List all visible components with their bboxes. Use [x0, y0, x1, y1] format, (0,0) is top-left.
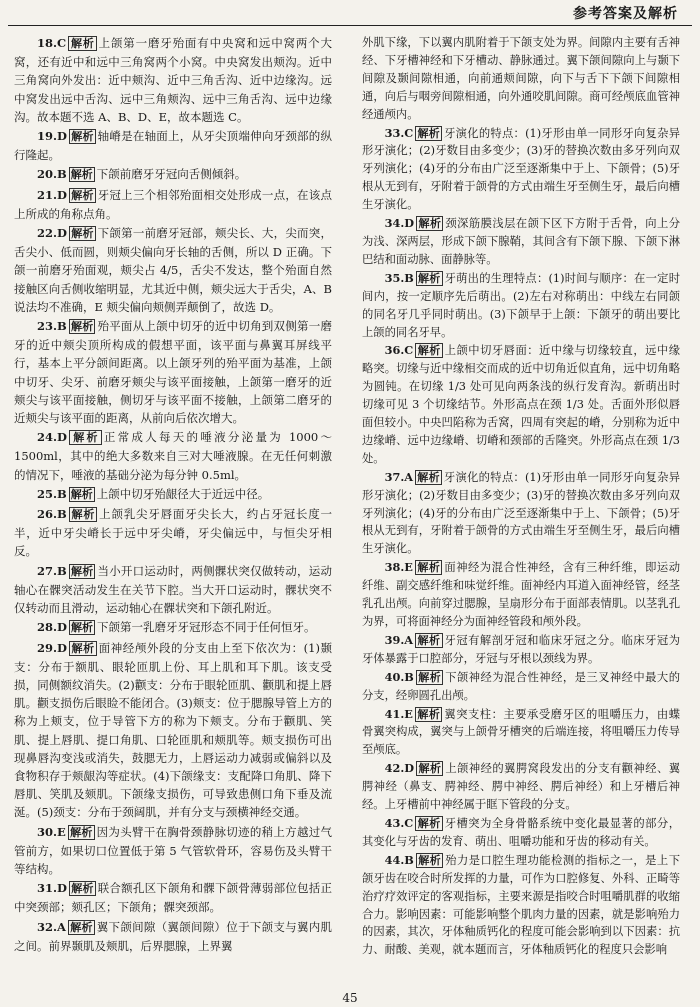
answer-number: 24.D [37, 430, 67, 445]
answer-entry [14, 505, 332, 561]
answer-number: 41.E [384, 706, 413, 721]
answer-entry [14, 618, 332, 637]
analysis-tag: 解析 [70, 320, 94, 334]
answer-number: 37.A [384, 469, 414, 484]
page-number: 45 [342, 991, 358, 1005]
analysis-tag: 解析 [70, 188, 94, 202]
answer-entry [362, 852, 680, 959]
analysis-tag: 解析 [417, 271, 441, 285]
answer-number: 22.D [37, 226, 67, 241]
answer-number: 31.D [37, 881, 67, 896]
answer-entry [362, 815, 680, 851]
answer-number: 28.D [37, 620, 67, 635]
answer-text: 面神经颅外段的分支由上至下依次为：(1)颞支：分布于额肌、眼轮匝肌上份、耳上肌和耳下肌。该支受损，同侧额纹消失。(2)颧支：分布于眼轮匝肌、颧肌和提上唇肌。颧支损伤后眼睑不能闭合。(3)颊支：位于腮腺导管上方的称为上颊支，位于导管下方的称为下颊支。分布于颧肌、笑肌、提上唇肌、提口角肌、口轮匝肌和颊肌等。颊支损伤可出现鼻唇沟变浅或消失，鼓腮无力，上唇运动力减弱或偏斜以及食物积存于颊龈沟等症状。(4)下颌缘支：支配降口角肌、降下唇肌、笑肌及颏肌。下颌缘支损伤，可导致患侧口角下垂及流涎。(5)颈支：分布于颈阔肌，并有分支与颈横神经交通。 [14, 640, 333, 820]
answer-number: 42.D [384, 761, 415, 776]
answer-number: 40.B [384, 669, 414, 684]
analysis-tag: 解析 [70, 508, 96, 522]
answer-number: 26.B [37, 507, 67, 522]
answer-number: 35.B [384, 270, 414, 285]
answer-number: 27.B [37, 563, 67, 578]
answer-entry [362, 270, 680, 342]
analysis-tag: 解析 [70, 564, 94, 578]
answer-text: 正常成人每天的唾液分泌量为 1000～1500ml，其中的绝大多数来自三对大唾液腺。在无任何刺激的情况下，唾液的基础分泌为每分钟 0.5ml。 [14, 430, 333, 482]
answer-text: 牙冠上三个相邻殆面相交处形成一点，在该点上所成的角称点角。 [14, 187, 333, 221]
answer-entry [14, 428, 332, 484]
answer-text: 上颌第一磨牙殆面有中央窝和远中窝两个大窝，还有近中和远中三角窝两个小窝。中央窝发出颊沟。近中三角窝向外发出：近中颊沟、近中三角舌沟、近中边缘沟。远中窝发出远中舌沟、远中三角颊沟、远中三角舌沟、远中边缘沟。故本题不选 A、B、D、E，故本题选 C。 [14, 36, 333, 124]
analysis-tag: 解析 [69, 825, 93, 839]
answer-entry [362, 669, 680, 705]
answer-entry [362, 215, 680, 269]
answer-text: 牙演化的特点：(1)牙形由单一同形牙向复杂异形牙演化；(2)牙数目由多变少；(3)牙的替换次数由多牙列向双牙列演化；(4)牙的分布由广泛至逐渐集中于上、下颌骨；(5)牙根从无到有，牙附着于颌骨的方式由端生牙至侧生牙，最后向槽生牙演化。 [362, 470, 681, 556]
header-title: 参考答案及解析 [573, 6, 678, 22]
analysis-tag: 解析 [416, 707, 441, 721]
answer-entry [362, 34, 680, 124]
analysis-tag: 解析 [70, 431, 100, 445]
answer-number: 25.B [37, 486, 67, 501]
answer-text: 牙萌出的生理特点：(1)时间与顺序：在一定时间内，按一定顺序先后萌出。(2)左右对称萌出：中线左右同颌的同名牙几乎同时萌出。(3)下颌早于上颌：下颌牙的萌出要比上颌的同名牙早。 [362, 271, 680, 339]
answer-text: 牙演化的特点：(1)牙形由单一同形牙向复杂异形牙演化；(2)牙数目由多变少；(3)牙的替换次数由多牙列向双牙列演化；(4)牙的分布由广泛至逐渐集中于上、下颌骨；(5)牙根从无到有，牙附着于颌骨的方式由端生牙至侧生牙，最后向槽生牙演化。 [362, 126, 681, 212]
answer-text: 牙冠有解剖牙冠和临床牙冠之分。临床牙冠为牙体暴露于口腔部分，牙冠与牙根以颈线为界。 [362, 633, 680, 665]
answer-number: 43.C [384, 815, 414, 830]
answer-entry [362, 342, 680, 467]
answer-text: 联合额孔区下颌角和髁下颌骨薄弱部位包括正中突颈部；颏孔区；下颌角；髁突颈部。 [14, 881, 333, 915]
answer-entry [14, 823, 332, 879]
answer-entry [14, 562, 332, 618]
left-column [14, 34, 332, 956]
analysis-tag: 解析 [418, 762, 442, 776]
answer-text: 上颌乳尖牙唇面牙尖长大，约占牙冠长度一半，近中牙尖嵴长于远中牙尖嵴，牙尖偏远中，与恒尖牙相反。 [14, 507, 333, 559]
analysis-tag: 解析 [70, 37, 95, 50]
right-column [362, 34, 680, 960]
analysis-tag: 解析 [417, 344, 441, 358]
answer-text: 上颌中切牙殆龈径大于近远中径。 [96, 486, 270, 501]
answer-text: 下颌第一前磨牙冠部，颊尖长、大，尖而突，舌尖小、低而圆，则颊尖偏向牙长轴的舌侧，所以 D 正确。下颌一前磨牙殆面观，颊尖占 4/5，舌尖不发达，整个殆面自然接触区向舌侧收缩明显，尤其近中侧，颊尖远大于舌尖，A、B 说法均不准确，E 颊尖偏向颊侧弄颠倒了，故选 D。 [14, 226, 333, 314]
analysis-tag: 解析 [417, 670, 442, 684]
analysis-tag: 解析 [417, 126, 441, 140]
analysis-tag: 解析 [417, 470, 440, 484]
answer-text: 下颌第一乳磨牙牙冠形态不同于任何恒牙。 [96, 620, 316, 635]
answer-number: 32.A [37, 919, 66, 934]
answer-number: 38.E [384, 560, 413, 575]
answer-number: 19.D [37, 129, 67, 144]
answer-text: 翼下颌间隙（翼颌间隙）位于下颌支与翼内肌之间。前界颞肌及颊肌，后界腮腺，上界翼 [14, 919, 332, 953]
analysis-tag: 解析 [70, 130, 94, 144]
analysis-tag: 解析 [70, 487, 93, 501]
header-rule [8, 25, 692, 26]
analysis-tag: 解析 [417, 816, 441, 830]
answer-entry [14, 127, 332, 164]
answer-entry [14, 918, 332, 955]
answer-entry [362, 760, 680, 814]
answer-number: 34.D [384, 216, 415, 231]
answer-entry [14, 224, 332, 316]
answer-number: 20.B [37, 167, 67, 182]
answer-text: 牙槽突为全身骨骼系统中变化最显著的部分，其变化与牙齿的发育、萌出、咀嚼功能和牙齿的移动有关。 [362, 816, 680, 848]
answer-text: 当小开口运动时，两侧髁状突仅做转动，运动轴心在髁突活动发生在关节下腔。当大开口运动时，髁状突不仅转动而且滑动，运动轴心在髁状突和下颌孔附近。 [14, 563, 332, 616]
analysis-tag: 解析 [70, 641, 95, 655]
answer-entry [14, 317, 332, 427]
answer-entry [362, 559, 680, 631]
answer-number: 33.C [384, 125, 414, 140]
answer-number: 30.E [37, 824, 66, 839]
answer-entry [14, 34, 332, 126]
analysis-tag: 解析 [418, 217, 442, 231]
analysis-tag: 解析 [416, 561, 441, 575]
analysis-tag: 解析 [70, 882, 94, 896]
answer-text: 颈深筋膜浅层在颌下区下方附于舌骨，向上分为浅、深两层，形成下颌下腺鞘，其间含有下颌下腺、下颌下淋巴结和面动脉、面静脉等。 [362, 217, 680, 266]
answer-entry [14, 186, 332, 223]
analysis-tag: 解析 [417, 853, 442, 867]
answer-entry [362, 706, 680, 760]
answer-number: 18.C [37, 36, 67, 50]
page-header [0, 0, 700, 26]
answer-number: 36.C [384, 343, 414, 358]
analysis-tag: 解析 [70, 621, 93, 635]
answer-entry [14, 485, 332, 504]
answer-entry [14, 639, 332, 822]
answer-text: 上颌神经的翼腭窝段发出的分支有颧神经、翼腭神经（鼻支、腭神经、腭中神经、腭后神经）和上牙槽后神经。上牙槽前中神经属于眶下管段的分支。 [362, 762, 680, 812]
answer-number: 44.B [384, 852, 414, 867]
answer-number: 39.A [384, 632, 414, 647]
answer-entry [362, 632, 680, 668]
answer-entry [14, 879, 332, 916]
answer-text: 因为头臂干在胸骨颈静脉切迹的稍上方越过气管前方，如果切口位置低于第 5 气管软骨环，容易伤及头臂干等结构。 [14, 824, 333, 876]
answer-text: 下颌神经为混合性神经，是三叉神经中最大的分支，经卵圆孔出颅。 [362, 670, 680, 702]
answer-text: 翼突支柱：主要承受磨牙区的咀嚼压力，由蝶骨翼突构成，翼突与上颌骨牙槽突的后端连接，将咀嚼压力传导至颅底。 [362, 707, 680, 757]
answer-entry [362, 125, 680, 215]
answer-text: 殆平面从上颌中切牙的近中切角到双侧第一磨牙的近中颊尖顶所构成的假想平面，该平面与鼻翼耳屏线平行，基本上平分颌间距离。以上颌牙列的殆平面为基准，上颌中切牙、尖牙、前磨牙颊尖与该平面接触，上颌第一磨牙的近颊尖与该平面接触，侧切牙与该平面不接触，上颌第二磨牙的近颊尖与该平面的距离，从前向后依次增大。 [14, 319, 332, 426]
answer-text: 轴嵴是在轴面上，从牙尖顶端伸向牙颈部的纵行隆起。 [14, 129, 333, 163]
analysis-tag: 解析 [69, 920, 93, 934]
answer-number: 29.D [37, 640, 67, 655]
answer-text: 外肌下缘，下以翼内肌附着于下颌支处为界。间隙内主要有舌神经、下牙槽神经和下牙槽动、静脉通过。翼下颌间隙向上与颞下间隙及颞间隙相通，向前通颊间隙，向下与舌下下颌下间隙相通，向后与咽旁间隙相通，向外通咬肌间隙。商可经颅底血管神经通颅内。 [362, 36, 680, 121]
answer-number: 21.D [37, 187, 67, 202]
answer-entry [362, 469, 680, 559]
answer-number: 23.B [37, 319, 67, 334]
analysis-tag: 解析 [70, 168, 93, 182]
analysis-tag: 解析 [70, 227, 94, 241]
answer-text: 面神经为混合性神经，含有三种纤维，即运动纤维、副交感纤维和味觉纤维。面神经内耳道入面神经管，经茎乳孔出颅。向前穿过腮腺，呈扇形分布于面部表情肌。以茎乳孔为界，可将面神经分为面神经管段和颅外段。 [362, 561, 680, 628]
answer-text: 殆力是口腔生理功能检测的指标之一，是上下颌牙齿在咬合时所发挥的力量，可作为口腔修复、外科、正畸等治疗疗效评定的客观指标，主要来源是指咬合时咀嚼肌群的收缩合力。影响因素：可能影响整个肌肉力量的因素，就是影响殆力的因素，其次，牙体釉质钙化的程度可能会影响到以下因素：抗力、耐酸、美观，就本题而言，牙体釉质钙化的程度只会影响 [362, 853, 680, 957]
answer-text: 下颌前磨牙牙冠向舌侧倾斜。 [96, 167, 247, 182]
answer-text: 上颌中切牙唇面：近中缘与切缘较直，远中缘略突。切缘与近中缘相交而成的近中切角近似直角，远中切角略为圆钝。在切缘 1/3 处可见向两条浅的纵行发育沟。新萌出时切缘可见 3 个切缘结节。外形高点在颈 1/3 处。舌面外形似唇面但较小。中央凹陷称为舌窝，四周有突起的嵴，分别称为近中边缘嵴、远中边缘嵴、切嵴和颈部的舌隆突。外形高点在颈 1/3 处。 [362, 344, 680, 465]
answer-entry [14, 165, 332, 184]
analysis-tag: 解析 [417, 633, 441, 647]
